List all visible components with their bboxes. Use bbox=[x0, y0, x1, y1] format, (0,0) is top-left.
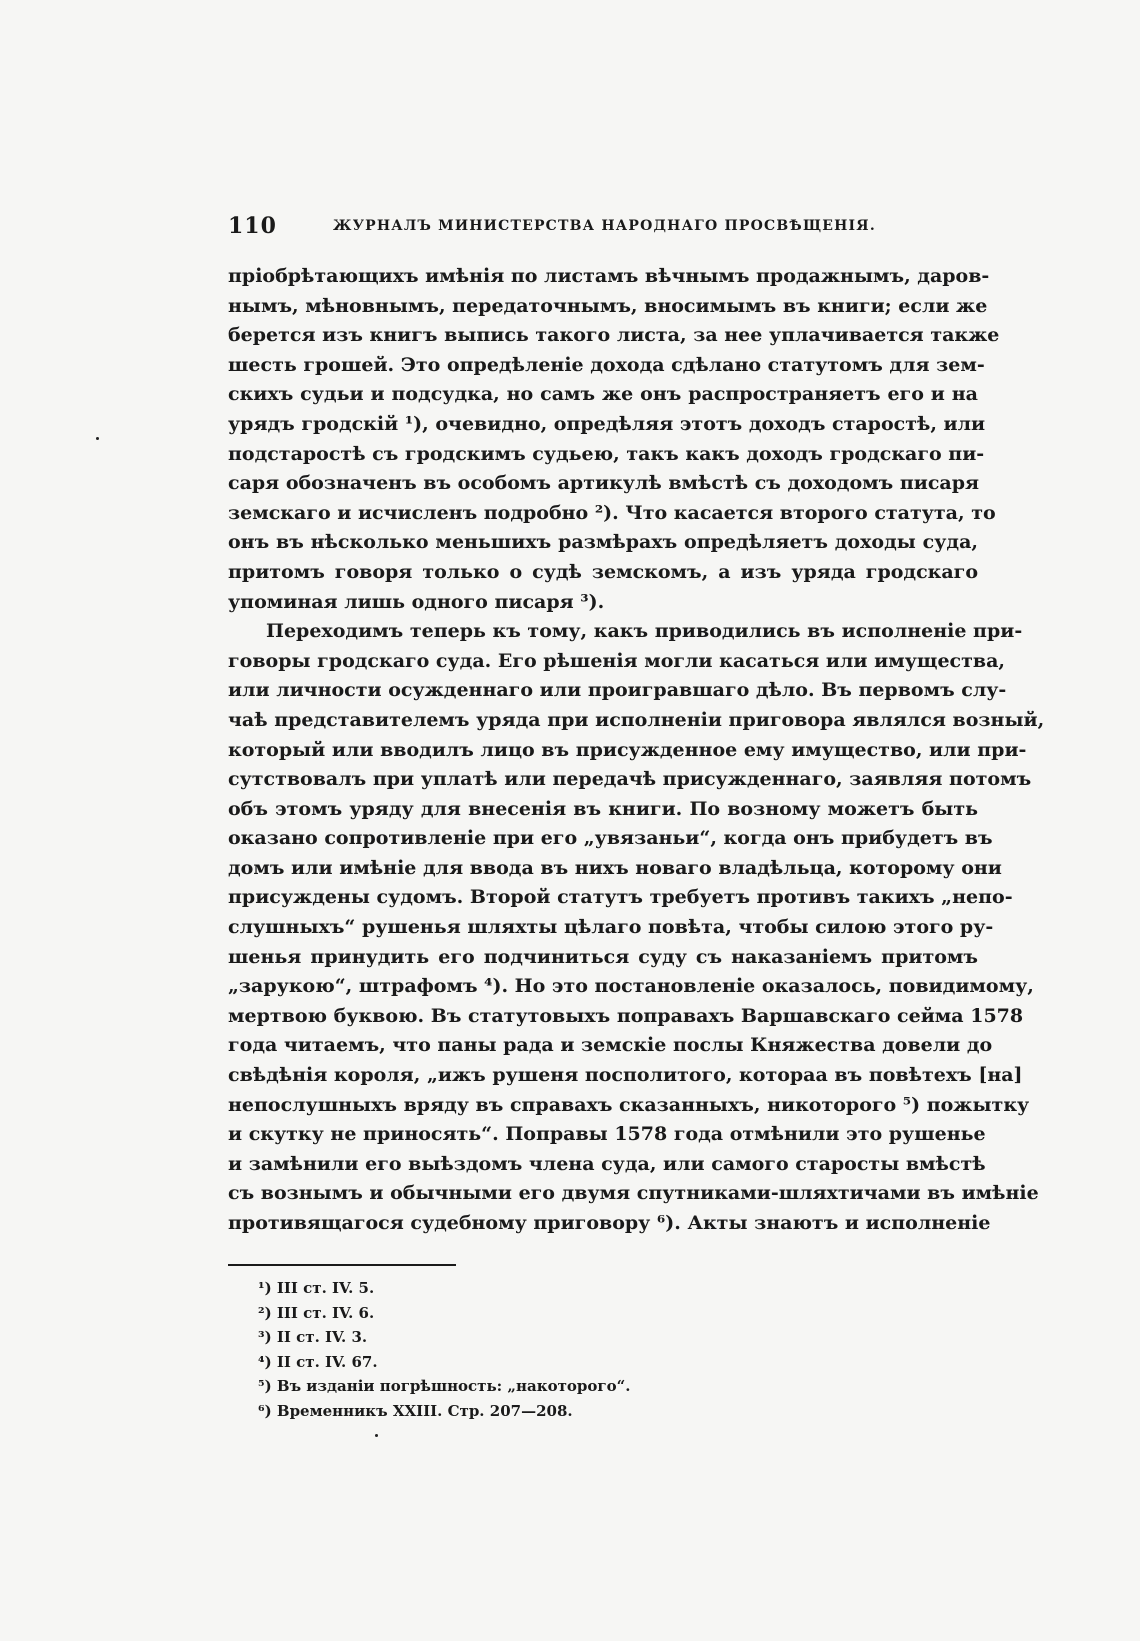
text-line: притомъ говоря только о судѣ земскомъ, а изъ уряда гродскаго bbox=[228, 560, 978, 583]
text-line: упоминая лишь одного писаря ³). bbox=[228, 590, 605, 613]
text-line: шесть грошей. Это опредѣленіе дохода сдѣлано статутомъ для зем- bbox=[228, 353, 985, 376]
text-line: говоры гродскаго суда. Его рѣшенія могли касаться или имущества, bbox=[228, 649, 1006, 672]
text-line: Переходимъ теперь къ тому, какъ приводились въ исполненіе при- bbox=[266, 620, 1023, 643]
text-line: объ этомъ уряду для внесенія въ книги. По возному можетъ быть bbox=[228, 797, 978, 820]
footnote: ⁶) Временникъ XXIII. Стр. 207—208. bbox=[258, 1401, 573, 1420]
text-line: и скутку не приносять“. Поправы 1578 года отмѣнили это рушенье bbox=[228, 1123, 986, 1146]
text-line: который или вводилъ лицо въ присужденное ему имущество, или при- bbox=[228, 738, 1027, 761]
text-line: урядъ гродскій ¹), очевидно, опредѣляя этотъ доходъ старостѣ, или bbox=[228, 412, 986, 435]
text-line: сутствовалъ при уплатѣ или передачѣ присужденнаго, заявляя потомъ bbox=[228, 768, 1032, 791]
text-line: саря обозначенъ въ особомъ артикулѣ вмѣстѣ съ доходомъ писаря bbox=[228, 472, 980, 495]
text-line: нымъ, мѣновнымъ, передаточнымъ, вносимымъ въ книги; если же bbox=[228, 294, 988, 317]
text-line: слушныхъ“ рушенья шляхты цѣлаго повѣта, чтобы силою этого ру- bbox=[228, 916, 994, 939]
text-line: съ вознымъ и обычными его двумя спутниками-шляхтичами въ имѣніе bbox=[228, 1182, 1039, 1205]
text-line: онъ въ нѣсколько меньшихъ размѣрахъ опредѣляетъ доходы суда, bbox=[228, 531, 978, 554]
footnote: ⁵) Въ изданіи погрѣшность: „накоторого“. bbox=[258, 1377, 631, 1396]
text-line: мертвою буквою. Въ статутовыхъ поправахъ Варшавскаго сейма 1578 bbox=[228, 1004, 1024, 1027]
text-line: оказано сопротивленіе при его „увязаньи“, когда онъ прибудетъ въ bbox=[228, 827, 993, 850]
text-line: чаѣ представителемъ уряда при исполненіи приговора являлся возный, bbox=[228, 708, 1045, 731]
text-line: года читаемъ, что паны рада и земскіе послы Княжества довели до bbox=[228, 1034, 993, 1057]
body-text bbox=[228, 262, 1045, 1239]
text-line: шенья принудить его подчиниться суду съ наказаніемъ притомъ bbox=[228, 945, 978, 968]
text-line: подстаростѣ съ гродскимъ судьею, такъ какъ доходъ гродскаго пи- bbox=[228, 442, 985, 465]
print-speck bbox=[96, 437, 99, 440]
footnote: ⁴) II ст. IV. 67. bbox=[258, 1352, 378, 1371]
footnote: ¹) III ст. IV. 5. bbox=[258, 1279, 375, 1297]
text-line: или личности осужденнаго или проигравшаго дѣло. Въ первомъ слу- bbox=[228, 679, 1007, 702]
text-line: свѣдѣнія короля, „ижъ рушеня посполитого, котораа въ повѣтехъ [на] bbox=[228, 1064, 1023, 1087]
page-number: 110 bbox=[228, 213, 277, 239]
text-line: домъ или имѣніе для ввода въ нихъ новаго владѣльца, которому они bbox=[228, 856, 1002, 879]
text-line: противящагося судебному приговору ⁶). Акты знаютъ и исполненіе bbox=[228, 1212, 991, 1234]
footnote: ²) III ст. IV. 6. bbox=[258, 1303, 375, 1322]
footnotes bbox=[258, 1276, 678, 1424]
text-line: земскаго и исчисленъ подробно ²). Что касается второго статута, то bbox=[228, 501, 996, 524]
text-line: скихъ судьи и подсудка, но самъ же онъ распространяетъ его и на bbox=[228, 383, 978, 406]
text-line: берется изъ книгъ выпись такого листа, за нее уплачивается также bbox=[228, 324, 1000, 347]
text-line: пріобрѣтающихъ имѣнія по листамъ вѣчнымъ продажнымъ, даров- bbox=[228, 265, 990, 287]
running-head: ЖУРНАЛЪ МИНИСТЕРСТВА НАРОДНАГО ПРОСВѢЩЕНІЯ. bbox=[333, 218, 876, 234]
footnote: ³) II ст. IV. 3. bbox=[258, 1328, 368, 1347]
footnote-rule bbox=[228, 1264, 456, 1266]
text-line: и замѣнили его выѣздомъ члена суда, или самого старосты вмѣстѣ bbox=[228, 1152, 986, 1175]
page-header bbox=[228, 213, 978, 243]
text-line: непослушныхъ вряду въ справахъ сказанныхъ, никоторого ⁵) пожытку bbox=[228, 1093, 1030, 1116]
print-speck bbox=[375, 1434, 378, 1437]
text-line: „зарукою“, штрафомъ ⁴). Но это постановленіе оказалось, повидимому, bbox=[228, 975, 1034, 998]
text-line: присуждены судомъ. Второй статутъ требуетъ противъ такихъ „непо- bbox=[228, 886, 1013, 909]
